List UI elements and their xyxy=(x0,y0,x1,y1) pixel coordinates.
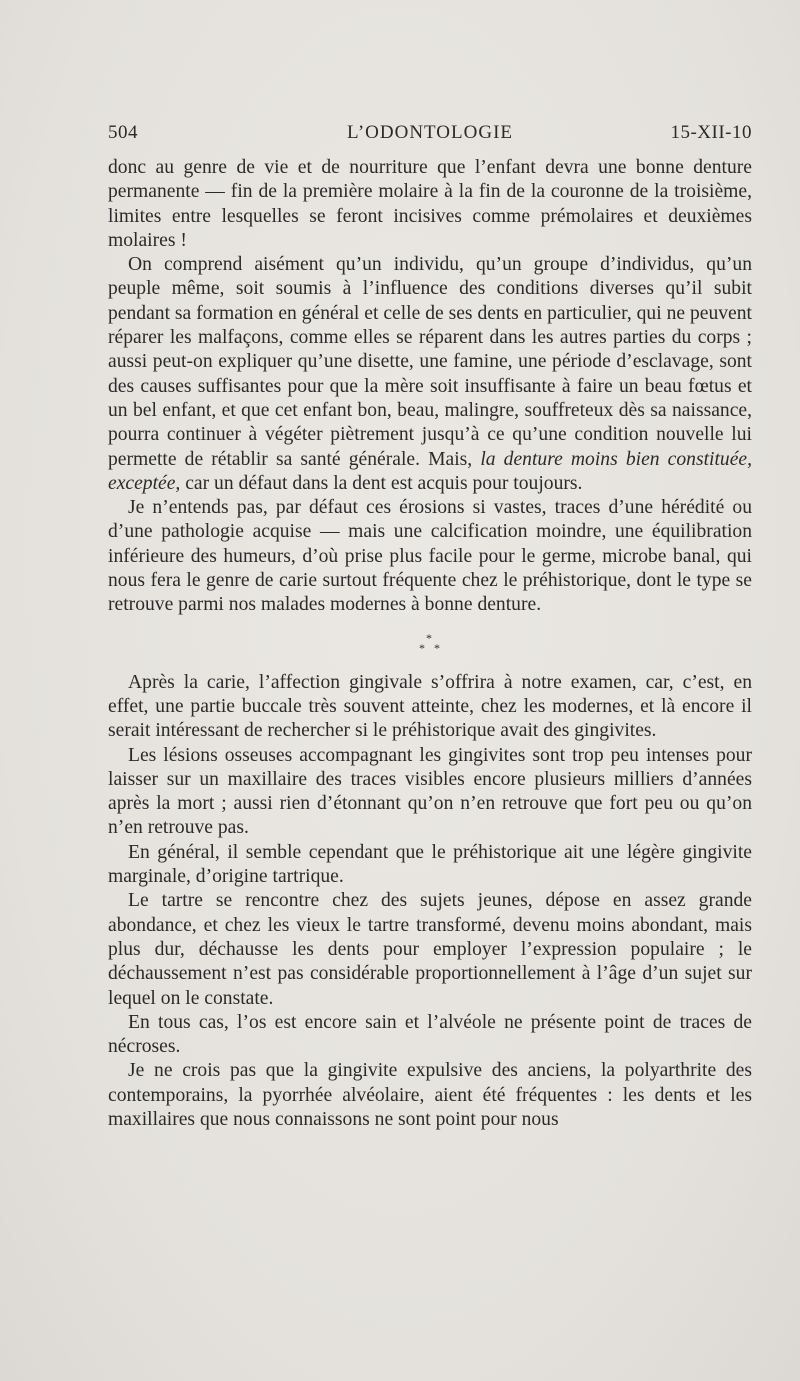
text-run: donc au genre de vie et de nourriture que l’enfant devra une bonne denture permanente — fin de la première molaire à la fin de la couronne de la troisième, limites entre lesquelles se feront incisives comme prémolaires et deuxièmes molaires ! xyxy=(108,157,752,251)
paragraph xyxy=(108,671,752,744)
paragraph xyxy=(108,841,752,890)
paragraph xyxy=(108,1059,752,1132)
text-run: Le tartre se rencontre chez des sujets jeunes, dépose en assez grande abondance, et chez les vieux le tartre transformé, devenu moins abondant, mais plus dur, déchausse les dents pour employer l’expression populaire ; le déchaussement n’est pas considérable proportionnellement à l’âge d’un sujet sur lequel on le constate. xyxy=(108,890,752,1009)
asterisk: * xyxy=(426,630,432,645)
section-break-asterism xyxy=(108,618,752,671)
italic-text: la denture moins bien constituée, exceptée, xyxy=(108,448,753,494)
text-run: car un défaut dans la dent est acquis pour toujours. xyxy=(180,472,583,494)
running-header xyxy=(108,122,752,152)
paragraph xyxy=(108,496,752,617)
asterisk: * xyxy=(419,640,425,655)
text-run: Après la carie, l’affection gingivale s’offrira à notre examen, car, c’est, en effet, une partie buccale très souvent atteinte, chez les modernes, et là encore il serait intéressant de rechercher si le préhistorique avait des gingivites. xyxy=(108,671,752,742)
journal-title: L’ODONTOLOGIE xyxy=(346,122,514,143)
paragraph xyxy=(108,1011,752,1060)
text-run: Les lésions osseuses accompagnant les gingivites sont trop peu intenses pour laisser sur un maxillaire des traces visibles encore plusieurs milliers d’années après la mort ; aussi rien d’étonnant qu’on n’en retrouve que fort peu ou qu’on n’en retrouve pas. xyxy=(108,744,752,839)
paragraph xyxy=(108,744,752,841)
body-text xyxy=(108,156,752,1132)
asterisk: * xyxy=(434,640,440,655)
paragraph xyxy=(108,889,752,1010)
text-run: En tous cas, l’os est encore sain et l’alvéole ne présente point de traces de nécroses. xyxy=(108,1011,752,1058)
page-number: 504 xyxy=(108,122,138,143)
paragraph xyxy=(108,253,752,496)
text-run: Je n’entends pas, par défaut ces érosions si vastes, traces d’une hérédité ou d’une pathologie acquise — mais une calcification moindre, une équilibration inférieure des humeurs, d’où prise plus facile pour le germe, microbe banal, qui nous fera le genre de carie surtout fréquente chez le préhistorique, dont le type se retrouve parmi nos malades modernes à bonne denture. xyxy=(108,497,752,616)
text-run: En général, il semble cependant que le préhistorique ait une légère gingivite marginale, d’origine tartrique. xyxy=(108,841,752,888)
issue-date: 15-XII-10 xyxy=(670,122,752,143)
text-run: Je ne crois pas que la gingivite expulsive des anciens, la polyarthrite des contemporains, la pyorrhée alvéolaire, aient été fréquentes : les dents et les maxillaires que nous connaissons ne sont point pour nous xyxy=(108,1060,752,1130)
text-run: On comprend aisément qu’un individu, qu’un groupe d’individus, qu’un peuple même, soit soumis à l’influence des conditions diverses qu’il subit pendant sa formation en général et celle de ses dents en particulier, qui ne peuvent réparer les malfaçons, comme elles se réparent dans les autres parties du corps ; aussi peut-on expliquer qu’une disette, une famine, une période d’esclavage, sont des causes suffisantes pour que la mère soit insuffisante à faire un beau fœtus et un bel enfant, et que cet enfant bon, beau, malingre, souffreteux dès sa naissance, pourra continuer à végéter piètrement jusqu’à ce qu’une condition nouvelle lui permette de rétablir sa santé générale. Mais, xyxy=(108,254,752,470)
paragraph xyxy=(108,156,752,253)
